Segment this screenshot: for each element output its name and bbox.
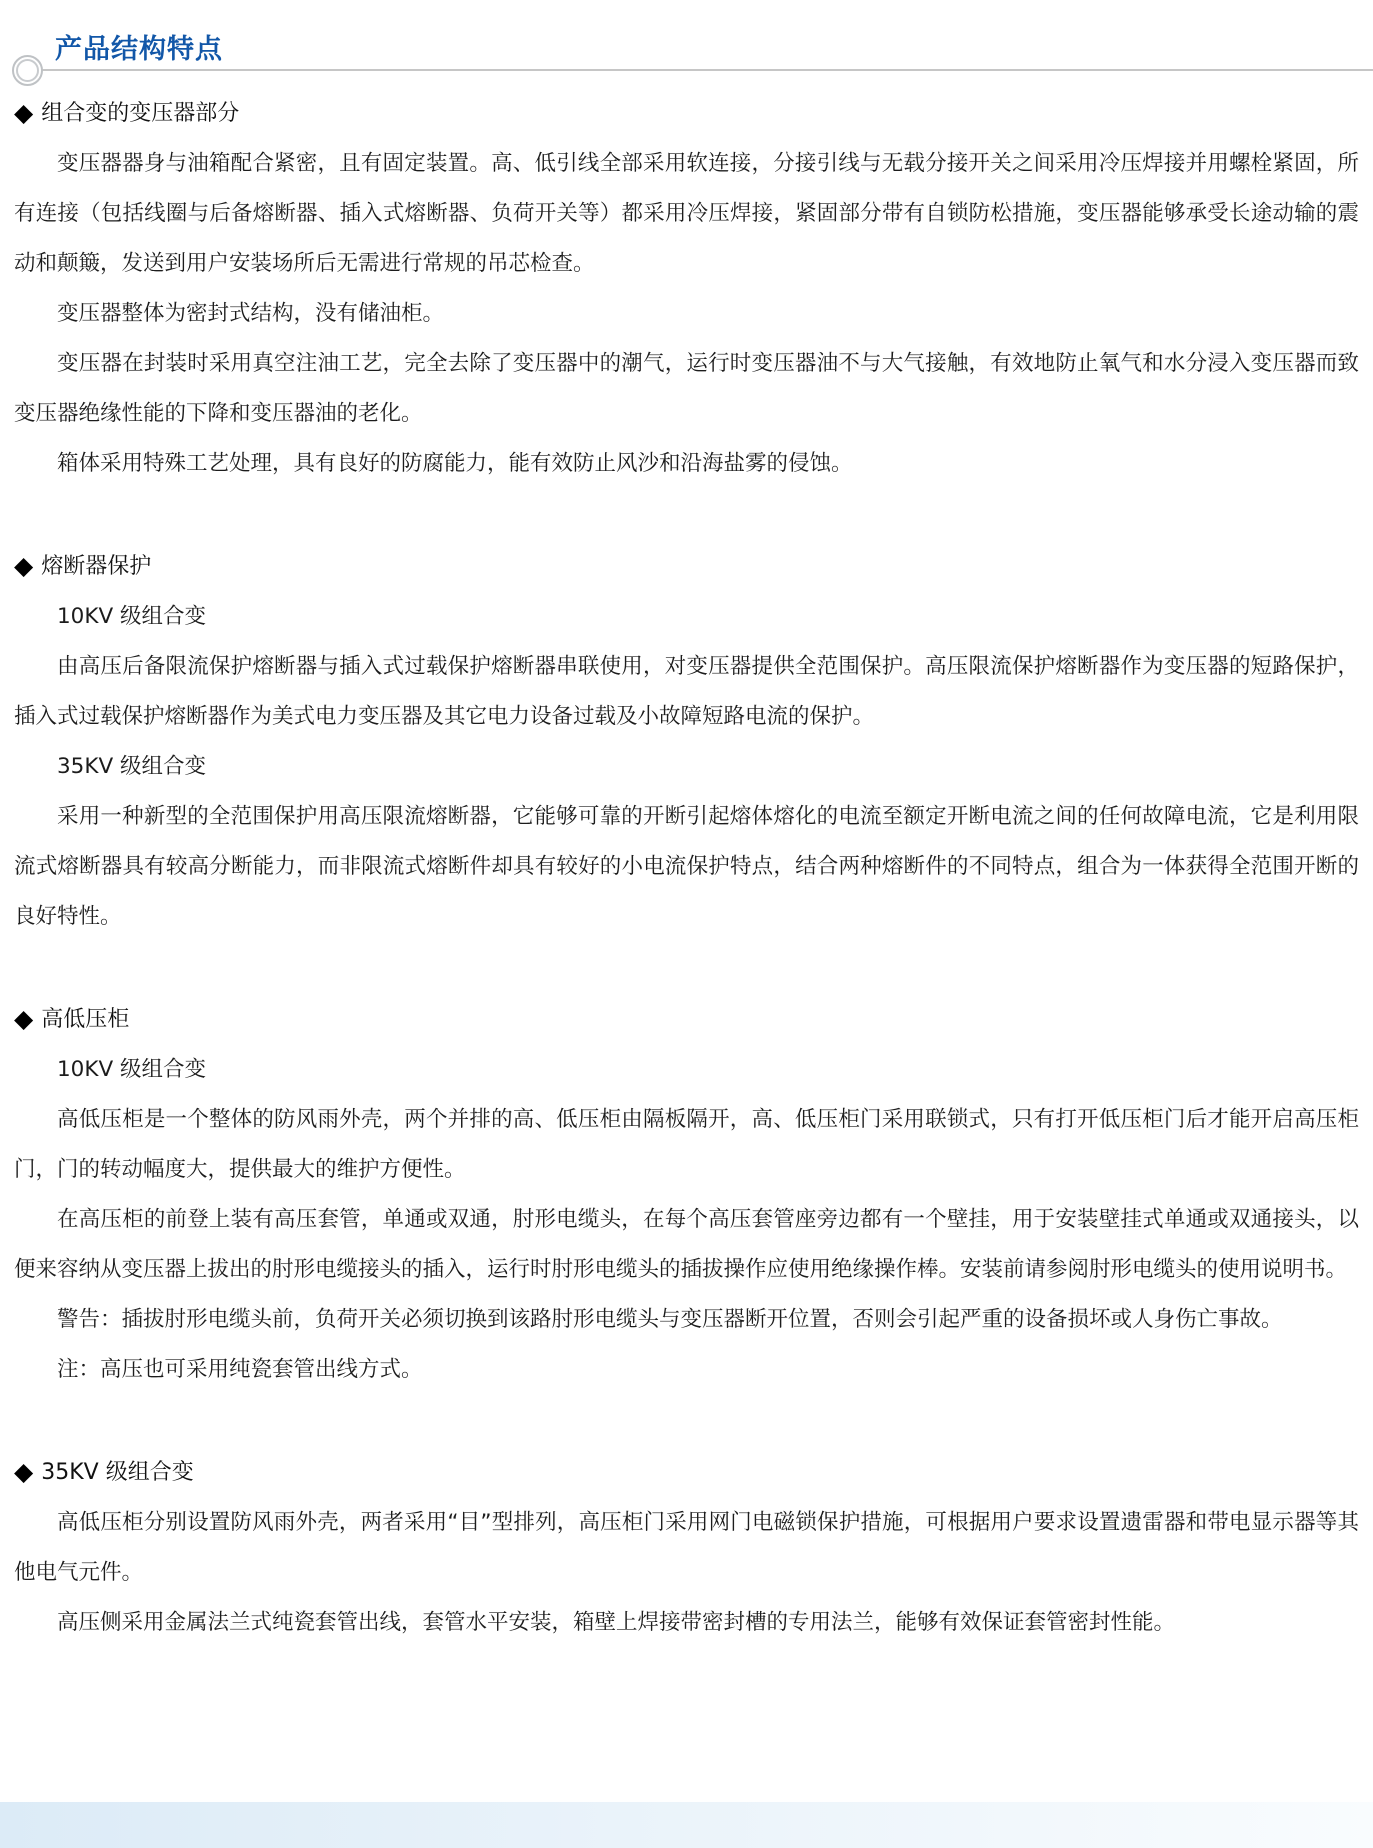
section-heading-text: 35KV 级组合变 xyxy=(41,1460,194,1485)
subheading: 10KV 级组合变 xyxy=(57,1057,206,1082)
paragraph: 变压器整体为密封式结构，没有储油柜。 xyxy=(57,301,445,326)
subheading: 10KV 级组合变 xyxy=(57,604,206,629)
paragraph: 在高压柜的前登上装有高压套管，单通或双通，肘形电缆头，在每个高压套管座旁边都有一个壁挂，用于安装壁挂式单通或双通接头，以便来容纳从变压器上拔出的肘形电缆接头的插入，运行时肘形电缆头的插拔操作应使用绝缘操作棒。安装前请参阅肘形电缆头的使用说明书。 xyxy=(14,1207,1359,1282)
section-heading xyxy=(14,1447,1359,1498)
diamond-bullet-icon: ◆ xyxy=(14,1457,34,1486)
bottom-gradient-bar xyxy=(0,1802,1373,1848)
section-heading-text: 熔断器保护 xyxy=(41,554,152,579)
paragraph: 注：高压也可采用纯瓷套管出线方式。 xyxy=(57,1357,423,1382)
section-heading-text: 组合变的变压器部分 xyxy=(41,101,240,126)
section xyxy=(14,541,1359,942)
paragraph: 变压器在封装时采用真空注油工艺，完全去除了变压器中的潮气，运行时变压器油不与大气接触，有效地防止氧气和水分浸入变压器而致变压器绝缘性能的下降和变压器油的老化。 xyxy=(14,351,1359,426)
paragraph: 由高压后备限流保护熔断器与插入式过载保护熔断器串联使用，对变压器提供全范围保护。高压限流保护熔断器作为变压器的短路保护，插入式过载保护熔断器作为美式电力变压器及其它电力设备过载及小故障短路电流的保护。 xyxy=(14,654,1359,729)
diamond-bullet-icon: ◆ xyxy=(14,98,34,127)
section-heading xyxy=(14,88,1359,139)
paragraph: 采用一种新型的全范围保护用高压限流熔断器，它能够可靠的开断引起熔体熔化的电流至额定开断电流之间的任何故障电流，它是利用限流式熔断器具有较高分断能力，而非限流式熔断件却具有较好的小电流保护特点，结合两种熔断件的不同特点，组合为一体获得全范围开断的良好特性。 xyxy=(14,804,1359,929)
paragraph: 高压侧采用金属法兰式纯瓷套管出线，套管水平安装，箱壁上焊接带密封槽的专用法兰，能够有效保证套管密封性能。 xyxy=(57,1610,1176,1635)
section xyxy=(14,1447,1359,1648)
header-rule xyxy=(40,69,1373,71)
paragraph: 箱体采用特殊工艺处理，具有良好的防腐能力，能有效防止风沙和沿海盐雾的侵蚀。 xyxy=(57,451,853,476)
double-ring-icon xyxy=(12,55,43,86)
page-title: 产品结构特点 xyxy=(55,34,223,65)
subheading: 35KV 级组合变 xyxy=(57,754,206,779)
content-area xyxy=(14,88,1359,1648)
paragraph: 变压器器身与油箱配合紧密，且有固定装置。高、低引线全部采用软连接，分接引线与无载分接开关之间采用冷压焊接并用螺栓紧固，所有连接（包括线圈与后备熔断器、插入式熔断器、负荷开关等）都采用冷压焊接，紧固部分带有自锁防松措施，变压器能够承受长途动输的震动和颠簸，发送到用户安装场所后无需进行常规的吊芯检查。 xyxy=(14,151,1359,276)
paragraph: 高低压柜是一个整体的防风雨外壳，两个并排的高、低压柜由隔板隔开，高、低压柜门采用联锁式，只有打开低压柜门后才能开启高压柜门，门的转动幅度大，提供最大的维护方便性。 xyxy=(14,1107,1359,1182)
section xyxy=(14,88,1359,489)
diamond-bullet-icon: ◆ xyxy=(14,1004,34,1033)
paragraph: 高低压柜分别设置防风雨外壳，两者采用“目”型排列，高压柜门采用网门电磁锁保护措施，可根据用户要求设置遗雷器和带电显示器等其他电气元件。 xyxy=(14,1510,1359,1585)
diamond-bullet-icon: ◆ xyxy=(14,551,34,580)
page-header xyxy=(0,0,1373,96)
paragraph: 警告：插拔肘形电缆头前，负荷开关必须切换到该路肘形电缆头与变压器断开位置，否则会引起严重的设备损坏或人身伤亡事故。 xyxy=(57,1307,1283,1332)
section xyxy=(14,994,1359,1395)
section-heading xyxy=(14,994,1359,1045)
section-heading-text: 高低压柜 xyxy=(41,1007,130,1032)
section-heading xyxy=(14,541,1359,592)
